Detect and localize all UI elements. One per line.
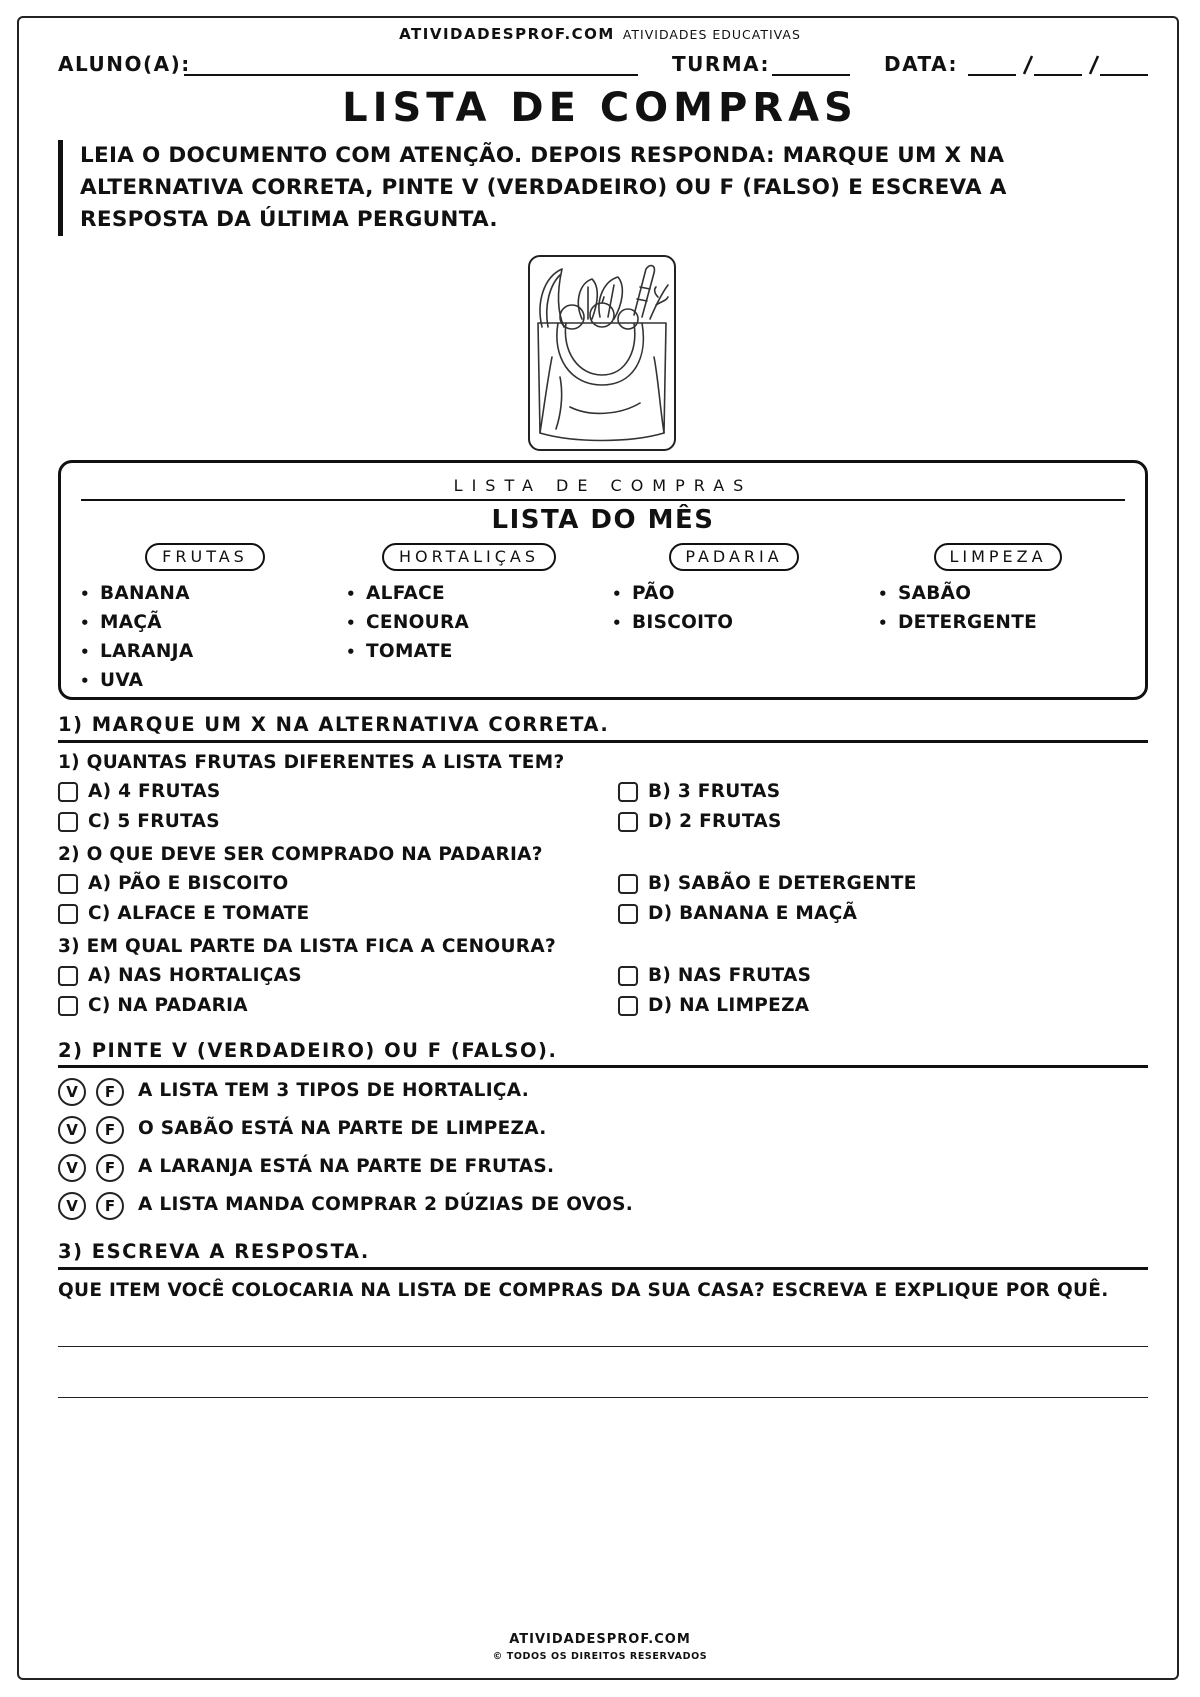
checkbox[interactable] <box>58 812 78 832</box>
hortalicas-items <box>346 579 469 666</box>
question-1: 1) QUANTAS FRUTAS DIFERENTES A LISTA TEM? <box>58 752 565 773</box>
list-item: • TOMATE <box>346 641 453 662</box>
instructions: LEIA O DOCUMENTO COM ATENÇÃO. DEPOIS RESPONDA: MARQUE UM X NA ALTERNATIVA CORRETA, PINTE V (VERDADEIRO) OU F (FALSO) E ESCREVA A RESPOSTA DA ÚLTIMA PERGUNTA. <box>58 140 1080 236</box>
category-limpeza: LIMPEZA <box>934 543 1062 571</box>
false-option[interactable]: F <box>96 1078 124 1106</box>
checkbox[interactable] <box>618 966 638 986</box>
student-name-field[interactable] <box>184 74 638 76</box>
true-option[interactable]: V <box>58 1192 86 1220</box>
checkbox[interactable] <box>618 996 638 1016</box>
true-option[interactable]: V <box>58 1154 86 1182</box>
false-option[interactable]: F <box>96 1154 124 1182</box>
list-item: • DETERGENTE <box>878 612 1038 633</box>
student-label: ALUNO(A): <box>58 52 191 76</box>
site-header <box>0 25 1200 43</box>
false-option[interactable]: F <box>96 1192 124 1220</box>
list-item: • ALFACE <box>346 583 445 604</box>
category-frutas: FRUTAS <box>145 543 265 571</box>
list-item: • PÃO <box>612 583 675 604</box>
list-item: • LARANJA <box>80 641 194 662</box>
list-item: • SABÃO <box>878 583 972 604</box>
shopping-bag-illustration <box>528 255 676 451</box>
statement-text: A LISTA TEM 3 TIPOS DE HORTALIÇA. <box>138 1080 530 1101</box>
checkbox[interactable] <box>618 812 638 832</box>
padaria-items <box>612 579 733 637</box>
checkbox[interactable] <box>618 782 638 802</box>
checkbox[interactable] <box>58 996 78 1016</box>
checkbox[interactable] <box>618 904 638 924</box>
answer-line-2[interactable] <box>58 1397 1148 1398</box>
list-item: • MAÇÃ <box>80 612 162 633</box>
list-heading: LISTA DE COMPRAS <box>453 476 753 495</box>
section1-title: 1) MARQUE UM X NA ALTERNATIVA CORRETA. <box>58 713 610 736</box>
list-item: • BANANA <box>80 583 190 604</box>
checkbox[interactable] <box>58 904 78 924</box>
date-label: DATA: <box>884 52 958 76</box>
date-separators <box>1000 52 1110 78</box>
page-title: LISTA DE COMPRAS <box>342 85 858 131</box>
footer-rights: © TODOS OS DIREITOS RESERVADOS <box>492 1651 708 1662</box>
shopping-list-card <box>58 460 1148 700</box>
class-label: TURMA: <box>672 52 771 76</box>
list-item: • BISCOITO <box>612 612 734 633</box>
checkbox[interactable] <box>58 874 78 894</box>
true-option[interactable]: V <box>58 1078 86 1106</box>
question-3: 3) EM QUAL PARTE DA LISTA FICA A CENOURA? <box>58 936 556 957</box>
checkbox[interactable] <box>618 874 638 894</box>
list-item: • CENOURA <box>346 612 470 633</box>
section1-divider <box>58 740 1148 743</box>
site-tagline: ATIVIDADES EDUCATIVAS <box>622 27 801 42</box>
false-option[interactable]: F <box>96 1116 124 1144</box>
written-question: QUE ITEM VOCÊ COLOCARIA NA LISTA DE COMPRAS DA SUA CASA? ESCREVA E EXPLIQUE POR QUÊ. <box>58 1280 1109 1301</box>
statement-text: A LARANJA ESTÁ NA PARTE DE FRUTAS. <box>138 1156 555 1177</box>
list-title: LISTA DO MÊS <box>491 505 715 535</box>
checkbox[interactable] <box>58 782 78 802</box>
frutas-items <box>80 579 193 695</box>
section2-title: 2) PINTE V (VERDADEIRO) OU F (FALSO). <box>58 1039 558 1062</box>
section3-divider <box>58 1267 1148 1270</box>
list-item: • UVA <box>80 670 144 691</box>
answer-line-1[interactable] <box>58 1346 1148 1347</box>
section2-divider <box>58 1065 1148 1068</box>
checkbox[interactable] <box>58 966 78 986</box>
category-padaria: PADARIA <box>669 543 799 571</box>
limpeza-items <box>878 579 1037 637</box>
footer-site: ATIVIDADESPROF.COM <box>509 1632 691 1647</box>
shopping-bag-with-groceries-icon <box>530 257 674 449</box>
category-hortalicas: HORTALIÇAS <box>382 543 556 571</box>
statement-text: O SABÃO ESTÁ NA PARTE DE LIMPEZA. <box>138 1118 547 1139</box>
site-name: ATIVIDADESPROF.COM <box>399 25 615 43</box>
section3-title: 3) ESCREVA A RESPOSTA. <box>58 1240 370 1263</box>
true-option[interactable]: V <box>58 1116 86 1144</box>
class-field[interactable] <box>772 74 850 76</box>
question-2: 2) O QUE DEVE SER COMPRADO NA PADARIA? <box>58 844 543 865</box>
list-heading-divider <box>81 499 1125 501</box>
statement-text: A LISTA MANDA COMPRAR 2 DÚZIAS DE OVOS. <box>138 1194 634 1215</box>
